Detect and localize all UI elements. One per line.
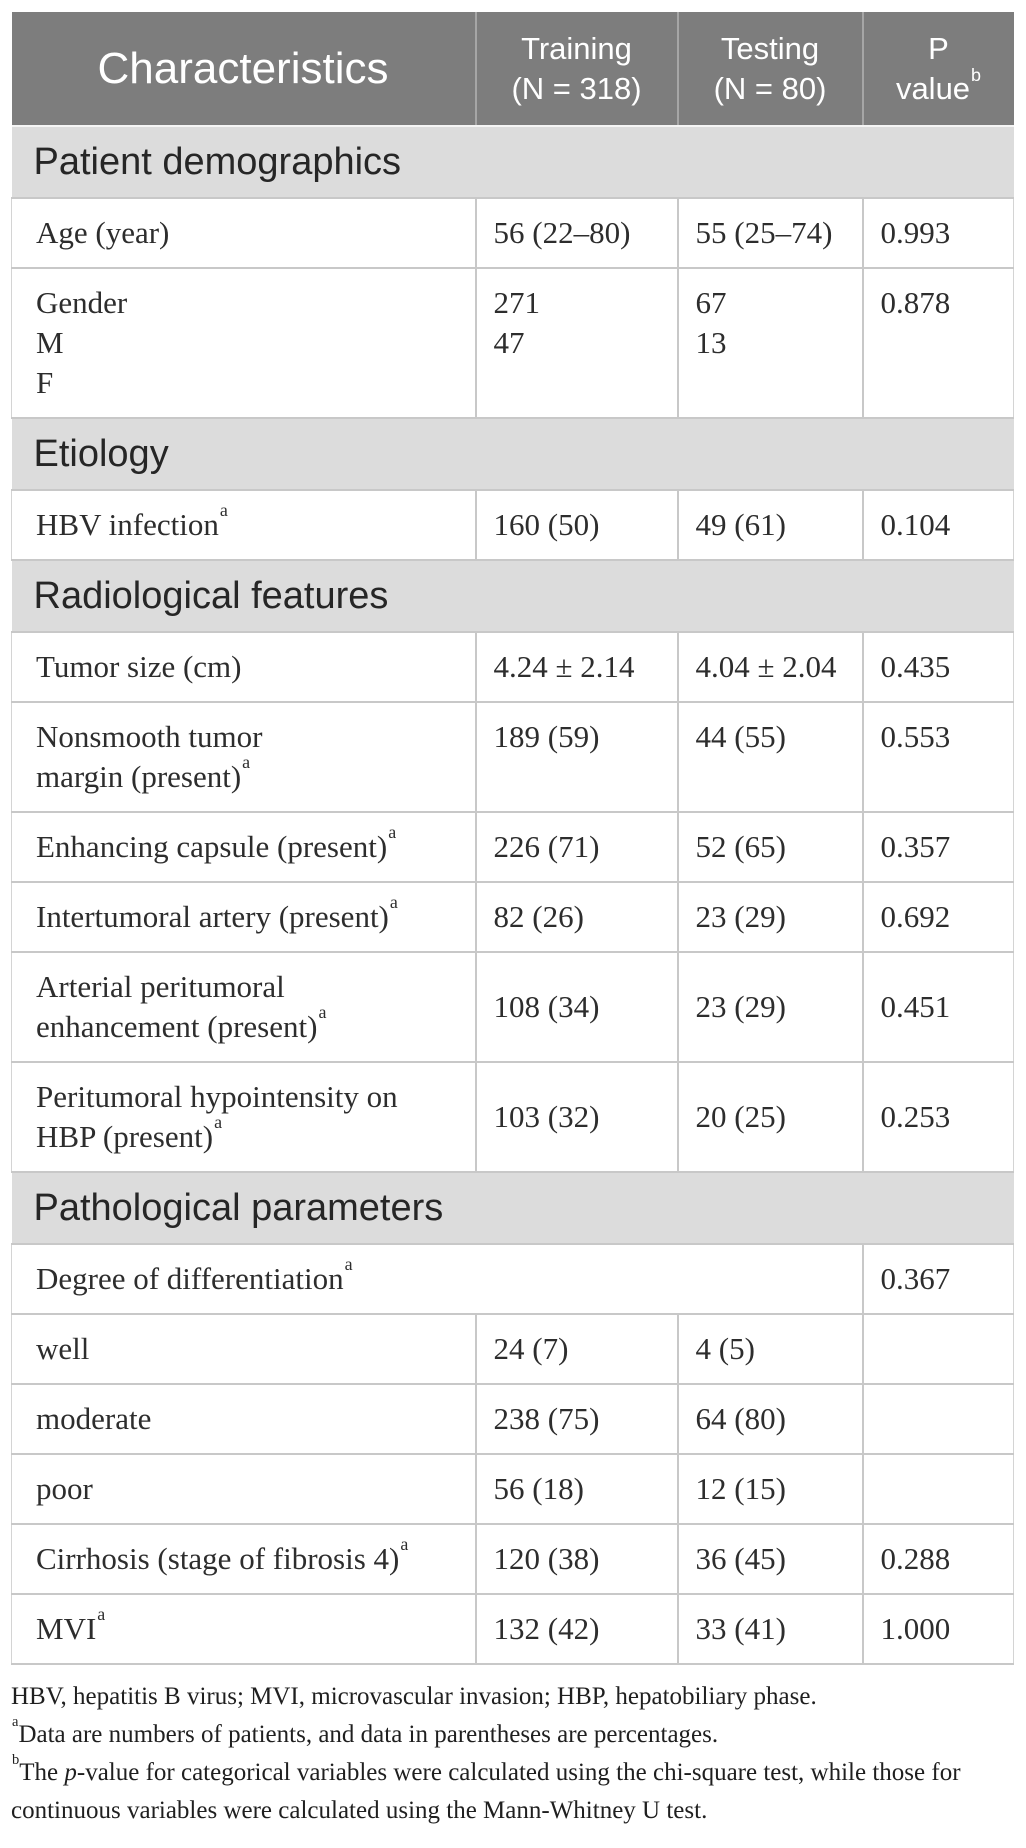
row-label-line: M: [36, 325, 64, 360]
table-row: [12, 198, 1014, 268]
training-value: [476, 1454, 678, 1524]
col-header-text: Training: [521, 30, 632, 66]
section-header: Patient demographics: [12, 126, 1014, 198]
row-label-line: HBV infection$^a$: [36, 499, 228, 542]
row-label-line: well: [36, 1331, 90, 1366]
col-header-text: P: [928, 30, 949, 66]
row-label-line: Arterial peritumoral: [36, 969, 285, 1004]
table-row: [12, 268, 1014, 418]
testing-value: [678, 1594, 863, 1664]
testing-value: [678, 952, 863, 1062]
testing-value-line: 44 (55): [695, 719, 786, 754]
training-value: [476, 952, 678, 1062]
section-row: [12, 418, 1014, 490]
testing-value-line: 55 (25–74): [695, 215, 833, 250]
testing-value: [678, 198, 863, 268]
table-row: [12, 490, 1014, 560]
col-header-characteristics: [12, 12, 476, 126]
footnote-marker: a: [97, 1603, 106, 1624]
footnote-marker: a: [318, 1001, 327, 1022]
col-header-training: [476, 12, 678, 126]
col-header-text: (N = 80): [713, 70, 827, 106]
table-row: [12, 702, 1014, 812]
row-label: [12, 632, 476, 702]
row-label-line: MVI$^a$: [36, 1603, 106, 1646]
table-row: [12, 882, 1014, 952]
footnote-text: Data are numbers of patients, and data in parentheses are percentages.: [18, 1721, 719, 1748]
testing-value: [678, 268, 863, 418]
row-label: [12, 1384, 476, 1454]
table-row: [12, 1314, 1014, 1384]
testing-value-line: 52 (65): [695, 829, 786, 864]
footnote-marker: b: [12, 1752, 20, 1769]
testing-value: [678, 882, 863, 952]
col-header-text: (N = 318): [511, 70, 642, 106]
footnote-marker: a: [219, 499, 228, 520]
footnote-text: HBV, hepatitis B virus; MVI, microvascular invasion; HBP, hepatobiliary phase.: [11, 1683, 817, 1710]
table-body: [12, 126, 1014, 1664]
row-label-line: moderate: [36, 1401, 152, 1436]
section-row: [12, 126, 1014, 198]
footnote-marker: a: [389, 891, 398, 912]
row-label: [12, 702, 476, 812]
training-value: [476, 268, 678, 418]
testing-value: [678, 1524, 863, 1594]
table-row: [12, 812, 1014, 882]
testing-value-line: 33 (41): [695, 1611, 786, 1646]
p-value: [863, 1314, 1014, 1384]
training-value-line: 47: [493, 325, 525, 360]
footnote-marker: a: [344, 1253, 353, 1274]
row-label: [12, 952, 476, 1062]
table-row: [12, 1062, 1014, 1172]
p-value: [863, 1384, 1014, 1454]
p-value: 0.451: [863, 952, 1014, 1062]
footnote-marker: a: [388, 821, 397, 842]
testing-value: [678, 632, 863, 702]
training-value-line: 226 (71): [493, 829, 600, 864]
p-value: 0.357: [863, 812, 1014, 882]
training-value-line: 108 (34): [493, 989, 600, 1024]
row-label-line: Nonsmooth tumor: [36, 719, 263, 754]
section-row: [12, 560, 1014, 632]
p-value: 0.692: [863, 882, 1014, 952]
row-label-line: HBP (present)$^a$: [36, 1111, 223, 1154]
p-value: 0.288: [863, 1524, 1014, 1594]
footnote-line: [11, 1754, 1013, 1830]
footnote-text: The: [19, 1759, 65, 1786]
testing-value-line: 4.04 ± 2.04: [695, 649, 837, 684]
row-label-line: Age (year): [36, 215, 170, 250]
testing-value-line: 67: [695, 285, 727, 320]
row-label: [12, 490, 476, 560]
table-row: [12, 1524, 1014, 1594]
row-label: [12, 1062, 476, 1172]
testing-value-line: 12 (15): [695, 1471, 786, 1506]
col-header-text: value$^b$: [895, 64, 982, 106]
row-label: [12, 882, 476, 952]
training-value-line: 132 (42): [493, 1611, 600, 1646]
training-value-line: 4.24 ± 2.14: [493, 649, 635, 684]
section-header: Pathological parameters: [12, 1172, 1014, 1244]
footnote-marker: a: [242, 751, 251, 772]
training-value-line: 24 (7): [493, 1331, 569, 1366]
row-label-line: Degree of differentiation$^a$: [36, 1253, 353, 1296]
p-value: 0.553: [863, 702, 1014, 812]
footnote-marker: a: [214, 1111, 223, 1132]
footnote-line: [11, 1678, 1013, 1716]
testing-value-line: 23 (29): [695, 989, 786, 1024]
footnotes: [11, 1678, 1013, 1830]
row-label-line: margin (present)$^a$: [36, 751, 251, 794]
training-value-line: 160 (50): [493, 507, 600, 542]
row-label-line: F: [36, 365, 54, 400]
testing-value-line: 4 (5): [695, 1331, 755, 1366]
characteristics-table: [11, 12, 1014, 1665]
row-label-line: enhancement (present)$^a$: [36, 1001, 327, 1044]
section-header: Radiological features: [12, 560, 1014, 632]
row-label: [12, 198, 476, 268]
table-row: [12, 1384, 1014, 1454]
table-header: [12, 12, 1014, 126]
table-row: [12, 1244, 1014, 1314]
training-value: [476, 1062, 678, 1172]
training-value: [476, 1524, 678, 1594]
training-value: [476, 1384, 678, 1454]
testing-value-line: 13: [695, 325, 727, 360]
footnote-marker: b: [971, 64, 982, 85]
training-value: [476, 702, 678, 812]
training-value-line: 238 (75): [493, 1401, 600, 1436]
training-value-line: 271: [493, 285, 540, 320]
testing-value-line: 49 (61): [695, 507, 786, 542]
training-value: [476, 1314, 678, 1384]
row-label: [12, 1454, 476, 1524]
testing-value-line: 23 (29): [695, 899, 786, 934]
row-label: [12, 1314, 476, 1384]
table-header-row: [12, 12, 1014, 126]
testing-value: [678, 812, 863, 882]
p-value: 0.367: [863, 1244, 1014, 1314]
col-header-text: Characteristics: [97, 43, 389, 93]
p-value: 0.878: [863, 268, 1014, 418]
training-value-line: 56 (18): [493, 1471, 584, 1506]
footnote-marker: a: [400, 1533, 409, 1554]
p-value: [863, 1454, 1014, 1524]
col-header-p: [863, 12, 1014, 126]
col-header-testing: [678, 12, 863, 126]
training-value: [476, 882, 678, 952]
row-label: [12, 1594, 476, 1664]
row-label-line: Peritumoral hypointensity on: [36, 1079, 398, 1114]
row-label-line: Gender: [36, 285, 128, 320]
testing-value-line: 36 (45): [695, 1541, 786, 1576]
table-row: [12, 1454, 1014, 1524]
training-value: [476, 1594, 678, 1664]
col-header-text: Testing: [720, 30, 820, 66]
testing-value-line: 64 (80): [695, 1401, 786, 1436]
training-value-line: 103 (32): [493, 1099, 600, 1134]
row-label: [12, 1244, 863, 1314]
testing-value: [678, 1314, 863, 1384]
training-value-line: 120 (38): [493, 1541, 600, 1576]
p-value: 0.104: [863, 490, 1014, 560]
section-row: [12, 1172, 1014, 1244]
table-row: [12, 952, 1014, 1062]
footnote-italic-text: p: [64, 1759, 77, 1786]
p-value: 0.253: [863, 1062, 1014, 1172]
testing-value: [678, 490, 863, 560]
training-value: [476, 632, 678, 702]
row-label: [12, 1524, 476, 1594]
row-label-line: Intertumoral artery (present)$^a$: [36, 891, 398, 934]
p-value: 1.000: [863, 1594, 1014, 1664]
testing-value: [678, 1062, 863, 1172]
testing-value: [678, 1454, 863, 1524]
row-label: [12, 812, 476, 882]
training-value-line: 82 (26): [493, 899, 584, 934]
table-row: [12, 1594, 1014, 1664]
row-label: [12, 268, 476, 418]
p-value: 0.993: [863, 198, 1014, 268]
training-value: [476, 490, 678, 560]
footnote-text: -value for categorical variables were calculated using the chi-square test, while those for continuous variables were calculated using the Mann-Whitney U test.: [11, 1759, 961, 1824]
training-value: [476, 198, 678, 268]
table-row: [12, 632, 1014, 702]
footnote-line: [11, 1716, 1013, 1754]
training-value-line: 189 (59): [493, 719, 600, 754]
testing-value-line: 20 (25): [695, 1099, 786, 1134]
testing-value: [678, 1384, 863, 1454]
row-label-line: Enhancing capsule (present)$^a$: [36, 821, 397, 864]
row-label-line: Tumor size (cm): [36, 649, 242, 684]
training-value-line: 56 (22–80): [493, 215, 631, 250]
section-header: Etiology: [12, 418, 1014, 490]
p-value: 0.435: [863, 632, 1014, 702]
footnote-marker: a: [12, 1714, 19, 1731]
row-label-line: Cirrhosis (stage of fibrosis 4)$^a$: [36, 1533, 409, 1576]
training-value: [476, 812, 678, 882]
row-label-line: poor: [36, 1471, 93, 1506]
testing-value: [678, 702, 863, 812]
